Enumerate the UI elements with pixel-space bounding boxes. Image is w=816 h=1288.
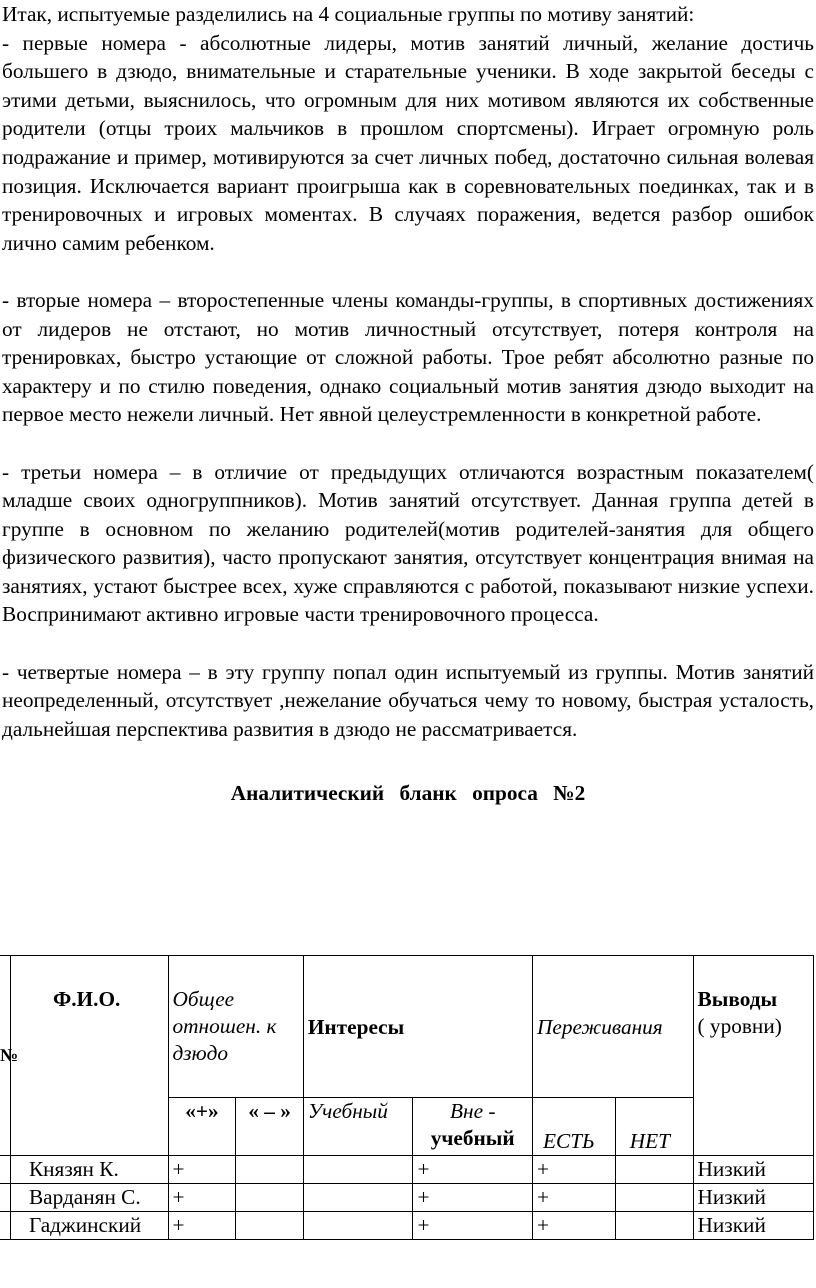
row-number-cell [0,1156,10,1184]
row-minus [236,1184,304,1212]
row-no [615,1212,693,1240]
row-no [615,1156,693,1184]
row-plus: + [168,1156,236,1184]
row-name: Гаджинский [10,1212,168,1240]
minus-subheader: « – » [236,1098,304,1156]
row-level: Низкий [693,1212,813,1240]
yes-subheader: ЕСТЬ [532,1098,615,1156]
conclusions-header-subtitle: ( уровни) [697,1014,782,1038]
survey-table [0,955,814,1240]
row-extra: + [413,1184,533,1212]
row-level: Низкий [693,1184,813,1212]
row-number-cell [0,1184,10,1212]
row-yes: + [532,1212,615,1240]
row-level: Низкий [693,1156,813,1184]
row-minus [236,1156,304,1184]
study-subheader: Учебный [303,1098,413,1156]
row-yes: + [532,1184,615,1212]
group-1-paragraph: - первые номера - абсолютные лидеры, мотив занятий личный, желание достичь большего в дзюдо, внимательные и старательные ученики. В ходе закрытой беседы с этими детьми, выяснилось, что огромным для них мотивом являются их собственные родители (отцы троих мальчиков в прошлом спортсмены). Играет огромную роль подражание и пример, мотивируются за счет личных побед, достаточно сильная волевая позиция. Исключается вариант проигрыша как в соревновательных поединках, так и в тренировочных и игровых моментах. В случаях поражения, ведется разбор ошибок лично самим ребенком. [2,30,814,255]
fio-header: Ф.И.О. [10,956,168,1156]
row-yes: + [532,1156,615,1184]
group-3-paragraph: - третьи номера – в отличие от предыдущих отличаются возрастным показателем( младше своих одногруппников). Мотив занятий отсутствует. Данная группа детей в группе в основном по желанию родителей(мотив родителей-занятия для общего физического развития), часто пропускают занятия, отсутствует концентрация внимая на занятиях, устают быстрее всех, хуже справляются с работой, показывают низкие успехи. Воспринимают активно игровые части тренировочного процесса. [2,459,814,627]
attitude-header: Общее отношен. к дзюдо [168,956,303,1098]
extra-study-subheader-line2: учебный [430,1126,515,1150]
group-4-paragraph: - четвертые номера – в эту группу попал один испытуемый из группы. Мотив занятий неопределенный, отсутствует ,нежелание обучаться чему то новому, быстрая усталость, дальнейшая перспектива развития в дзюдо не рассматривается. [2,659,814,741]
paragraph-gap [0,257,816,286]
row-study [303,1184,413,1212]
row-extra: + [413,1212,533,1240]
paragraph-gap [0,429,816,458]
paragraph-gap [0,629,816,658]
row-number-cell [0,1212,10,1240]
table-number-stub: № [0,1045,19,1065]
table-row [0,1184,814,1212]
row-extra: + [413,1156,533,1184]
row-minus [236,1212,304,1240]
extra-study-subheader [413,1098,533,1156]
form-title: Аналитический бланк опроса №2 [230,781,586,806]
group-2-paragraph: - вторые номера – второстепенные члены команды-группы, в спортивных достижениях от лидеров не отстают, но мотив личностный отсутствует, потеря контроля на тренировках, быстро устающие от сложной работы. Трое ребят абсолютно разные по характеру и по стилю поведения, однако социальный мотив занятия дзюдо выходит на первое место нежели личный. Нет явной целеустремленности в конкретной работе. [2,287,814,427]
experiences-header: Переживания [532,956,693,1098]
no-subheader: НЕТ [615,1098,693,1156]
row-no [615,1184,693,1212]
conclusions-header-title: Выводы [697,987,778,1011]
table-row [0,1212,814,1240]
interests-header: Интересы [303,956,532,1098]
row-plus: + [168,1212,236,1240]
row-study [303,1156,413,1184]
intro-paragraph: Итак, испытуемые разделились на 4 социальные группы по мотиву занятий: [2,2,695,26]
row-study [303,1212,413,1240]
table-row [0,1156,814,1184]
row-name: Варданян С. [10,1184,168,1212]
row-plus: + [168,1184,236,1212]
extra-study-subheader-line1: Вне - [450,1099,496,1123]
plus-subheader: «+» [168,1098,236,1156]
row-name: Князян К. [10,1156,168,1184]
table-header-row [0,956,814,1098]
conclusions-header [693,956,813,1156]
